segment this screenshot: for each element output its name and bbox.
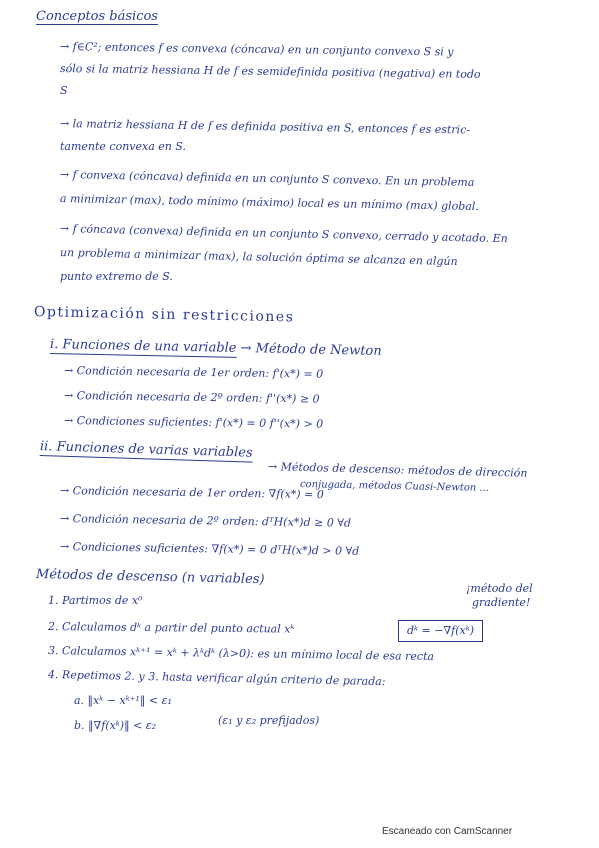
one-var-condition-1: → Condición necesaria de 1er orden: f'(x*) = 0 xyxy=(63,364,324,381)
concept-line-8: → f cóncava (convexa) definida en un conjunto S convexo, cerrado y acotado. En xyxy=(59,222,508,246)
concept-line-4: → la matriz hessiana H de f es definida positiva en S, entonces f es estric- xyxy=(59,117,471,137)
descent-heading: Métodos de descenso (n variables) xyxy=(35,567,265,588)
gradient-formula-box: dᵏ = −∇f(xᵏ) xyxy=(398,620,483,642)
one-var-condition-3: → Condiciones suficientes: f'(x*) = 0 f''(x*) > 0 xyxy=(63,414,324,431)
concept-line-2: sólo si la matriz hessiana H de f es semidefinida positiva (negativa) en todo xyxy=(59,62,481,81)
scanner-footer: Escaneado con CamScanner xyxy=(382,826,513,837)
one-variable-heading xyxy=(50,338,382,358)
descent-methods-cont: conjugada, métodos Cuasi-Newton ... xyxy=(299,479,490,494)
concept-line-3: S xyxy=(60,84,68,97)
concept-line-1: → f∈C²; entonces f es convexa (cóncava) en un conjunto convexo S si y xyxy=(59,40,454,59)
concept-line-9: un problema a minimizar (max), la solución óptima se alcanza en algún xyxy=(59,246,458,269)
gradient-note-line-1: ¡método del xyxy=(466,582,533,595)
descent-methods-label: → Métodos de descenso: métodos de dirección xyxy=(267,460,528,480)
stop-criterion-a: a. ‖xᵏ − xᵏ⁺¹‖ < ε₁ xyxy=(74,694,172,707)
descent-step-3: 3. Calculamos xᵏ⁺¹ = xᵏ + λᵏdᵏ (λ>0): es un mínimo local de esa recta xyxy=(47,644,435,664)
stop-criteria-note: (ε₁ y ε₂ prefijados) xyxy=(218,714,320,727)
multi-var-condition-3: → Condiciones suficientes: ∇f(x*) = 0 dᵀH(x*)d > 0 ∀d xyxy=(59,540,360,558)
concept-line-7: a minimizar (max), todo mínimo (máximo) local es un mínimo (max) global. xyxy=(59,192,480,214)
multi-var-condition-2: → Condición necesaria de 2º orden: dᵀH(x*)d ≥ 0 ∀d xyxy=(59,512,352,530)
concept-line-6: → f convexa (cóncava) definida en un conjunto S convexo. En un problema xyxy=(59,168,475,189)
descent-step-4: 4. Repetimos 2. y 3. hasta verificar algún criterio de parada: xyxy=(47,668,386,689)
multi-variable-heading-text: ii. Funciones de varias variables xyxy=(39,439,253,461)
multi-var-condition-1: → Condición necesaria de 1er orden: ∇f(x*) = 0 xyxy=(59,484,324,502)
descent-step-2: 2. Calculamos dᵏ a partir del punto actual xᵏ xyxy=(47,620,295,636)
one-variable-heading-text: i. Funciones de una variable xyxy=(49,337,237,356)
concept-line-5: tamente convexa en S. xyxy=(60,140,187,153)
newton-method-label: → Método de Newton xyxy=(240,340,382,359)
descent-step-1: 1. Partimos de x⁰ xyxy=(48,594,143,607)
section-title: Optimización sin restricciones xyxy=(33,304,295,326)
stop-criterion-b: b. ‖∇f(xᵏ)‖ < ε₂ xyxy=(74,719,157,732)
multi-variable-heading xyxy=(40,440,253,460)
gradient-note-line-2: gradiente! xyxy=(472,596,531,609)
concept-line-10: punto extremo de S. xyxy=(60,270,173,283)
page-title: Conceptos básicos xyxy=(36,9,158,24)
one-var-condition-2: → Condición necesaria de 2º orden: f''(x*) ≥ 0 xyxy=(63,389,320,406)
